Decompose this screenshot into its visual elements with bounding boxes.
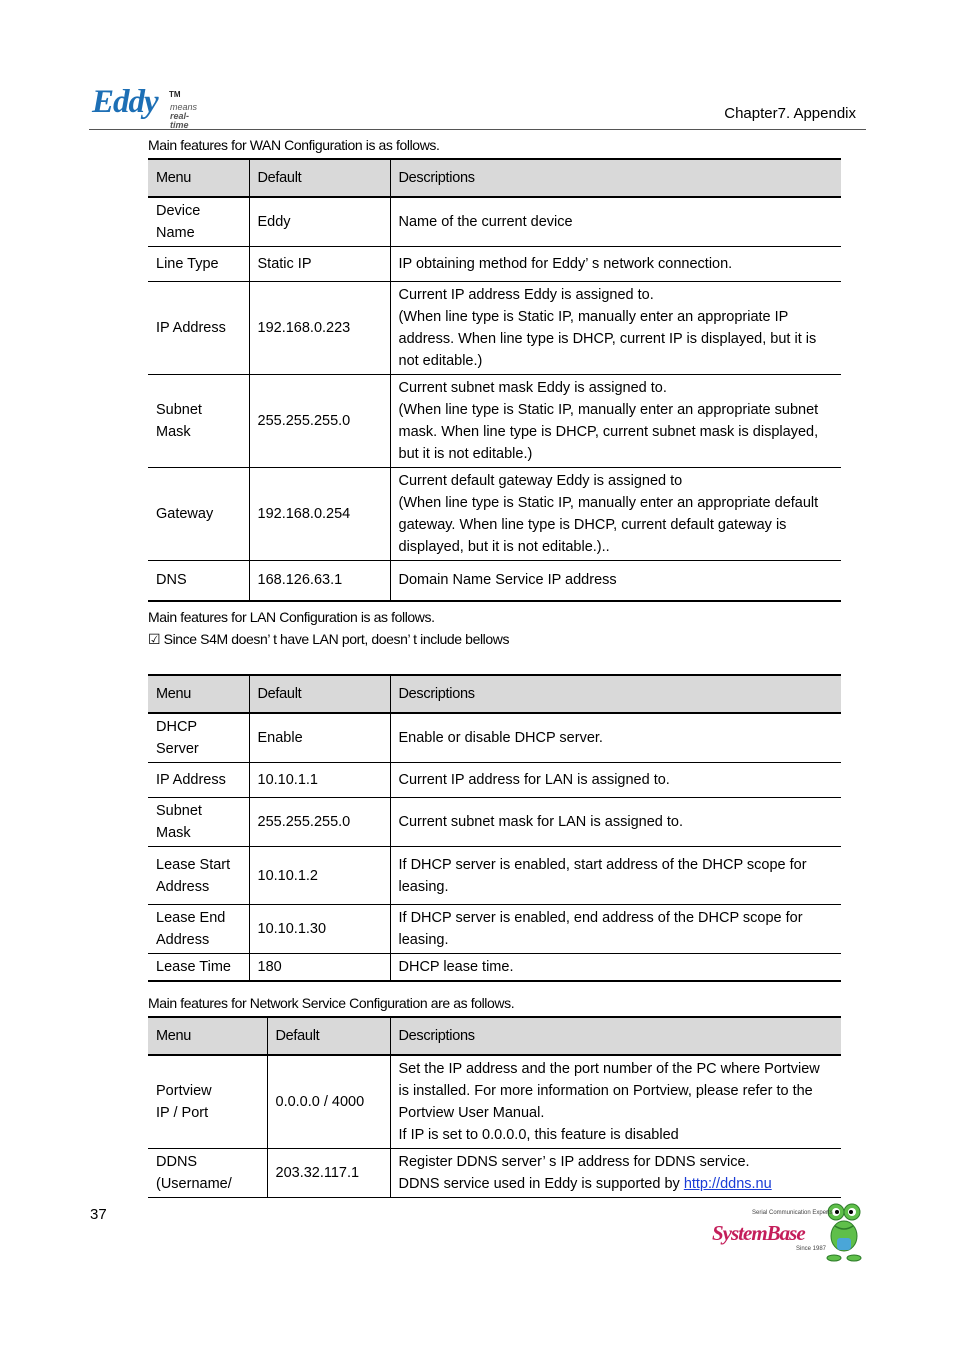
table-row (148, 798, 841, 847)
lan-note (148, 631, 509, 648)
menu-cell: Lease End Address (148, 905, 249, 954)
description-cell: Domain Name Service IP address (390, 561, 841, 601)
col-header-menu: Menu (148, 675, 249, 713)
header-divider (89, 129, 866, 130)
menu-cell: Lease Start Address (148, 847, 249, 905)
description-cell: DHCP lease time. (390, 954, 841, 982)
eddy-logo (92, 84, 198, 130)
description-cell: Enable or disable DHCP server. (390, 713, 841, 763)
menu-cell: Device Name (148, 197, 249, 247)
menu-cell: IP Address (148, 282, 249, 375)
menu-cell: DNS (148, 561, 249, 601)
table-row (148, 468, 841, 561)
description-cell: Name of the current device (390, 197, 841, 247)
lan-header-row (148, 675, 841, 713)
col-header-default: Default (267, 1017, 390, 1055)
col-header-default: Default (249, 675, 390, 713)
table-row (148, 375, 841, 468)
network-header-row (148, 1017, 841, 1055)
default-cell: 10.10.1.2 (249, 847, 390, 905)
default-cell: 192.168.0.254 (249, 468, 390, 561)
page-number: 37 (90, 1206, 107, 1223)
description-cell: IP obtaining method for Eddy’ s network connection. (390, 247, 841, 282)
default-cell: 168.126.63.1 (249, 561, 390, 601)
table-row (148, 1149, 841, 1198)
description-cell: Register DDNS server’ s IP address for DDNS service. DDNS service used in Eddy is supported by http://ddns.nu (390, 1149, 841, 1198)
menu-cell: Gateway (148, 468, 249, 561)
brand-tagline: Serial Communication Experts (752, 1210, 833, 1216)
brand-since: Since 1987 (796, 1246, 827, 1252)
default-cell: 180 (249, 954, 390, 982)
description-cell: Current IP address Eddy is assigned to. (When line type is Static IP, manually enter an appropriate IP address. When line type is DHCP, current IP is displayed, but it is not editable.) (390, 282, 841, 375)
logo-tagline-realtime: real-time (170, 111, 190, 130)
default-cell: Static IP (249, 247, 390, 282)
table-row (148, 713, 841, 763)
col-header-menu: Menu (148, 1017, 267, 1055)
default-cell: 192.168.0.223 (249, 282, 390, 375)
wan-caption: Main features for WAN Configuration is as follows. (148, 137, 440, 153)
logo-tagline-means: means (170, 102, 198, 112)
default-cell: 0.0.0.0 / 4000 (267, 1055, 390, 1149)
lan-table (148, 674, 841, 982)
network-caption: Main features for Network Service Configuration are as follows. (148, 995, 515, 1011)
table-row (148, 247, 841, 282)
checkbox-icon: ☑ (148, 631, 161, 647)
default-cell: 255.255.255.0 (249, 798, 390, 847)
table-row (148, 954, 841, 982)
lan-note-text: Since S4M doesn’ t have LAN port, doesn’ t include bellows (163, 631, 510, 647)
col-header-default: Default (249, 159, 390, 197)
description-cell: Current subnet mask for LAN is assigned to. (390, 798, 841, 847)
menu-cell: Subnet Mask (148, 375, 249, 468)
table-row (148, 763, 841, 798)
menu-cell: Lease Time (148, 954, 249, 982)
table-row (148, 847, 841, 905)
menu-cell: Line Type (148, 247, 249, 282)
logo-wordmark: Eddy (92, 84, 158, 120)
col-header-descriptions: Descriptions (390, 159, 841, 197)
lan-caption: Main features for LAN Configuration is as follows. (148, 609, 435, 625)
menu-cell: IP Address (148, 763, 249, 798)
table-row (148, 282, 841, 375)
default-cell: Eddy (249, 197, 390, 247)
description-cell: If DHCP server is enabled, end address of the DHCP scope for leasing. (390, 905, 841, 954)
col-header-descriptions: Descriptions (390, 675, 841, 713)
description-cell: Current IP address for LAN is assigned to. (390, 763, 841, 798)
chapter-title: Chapter7. Appendix (724, 105, 856, 122)
systembase-logo (712, 1200, 866, 1262)
description-cell: Current default gateway Eddy is assigned to (When line type is Static IP, manually enter an appropriate default gateway. When line type is DHCP, current default gateway is displayed, but it is not editable.).. (390, 468, 841, 561)
table-row (148, 561, 841, 601)
default-cell: 255.255.255.0 (249, 375, 390, 468)
ddns-link[interactable]: http://ddns.nu (683, 1176, 772, 1192)
menu-cell: DHCP Server (148, 713, 249, 763)
menu-cell: DDNS (Username/ (148, 1149, 267, 1198)
table-row (148, 905, 841, 954)
default-cell: Enable (249, 713, 390, 763)
wan-table (148, 158, 841, 602)
menu-cell: Portview IP / Port (148, 1055, 267, 1149)
description-cell: Set the IP address and the port number of the PC where Portview is installed. For more information on Portview, please refer to the Portview User Manual. If IP is set to 0.0.0.0, this feature is disabled (390, 1055, 841, 1149)
table-row (148, 1055, 841, 1149)
col-header-descriptions: Descriptions (390, 1017, 841, 1055)
network-table (148, 1016, 841, 1198)
col-header-menu: Menu (148, 159, 249, 197)
default-cell: 10.10.1.30 (249, 905, 390, 954)
default-cell: 203.32.117.1 (267, 1149, 390, 1198)
logo-trademark: TM (169, 90, 181, 99)
menu-cell: Subnet Mask (148, 798, 249, 847)
table-row (148, 197, 841, 247)
description-cell: If DHCP server is enabled, start address of the DHCP scope for leasing. (390, 847, 841, 905)
description-cell: Current subnet mask Eddy is assigned to. (When line type is Static IP, manually enter an appropriate subnet mask. When line type is DHCP, current subnet mask is displayed, but it is not editable.) (390, 375, 841, 468)
wan-header-row (148, 159, 841, 197)
brand-name: SystemBase (712, 1221, 805, 1245)
default-cell: 10.10.1.1 (249, 763, 390, 798)
